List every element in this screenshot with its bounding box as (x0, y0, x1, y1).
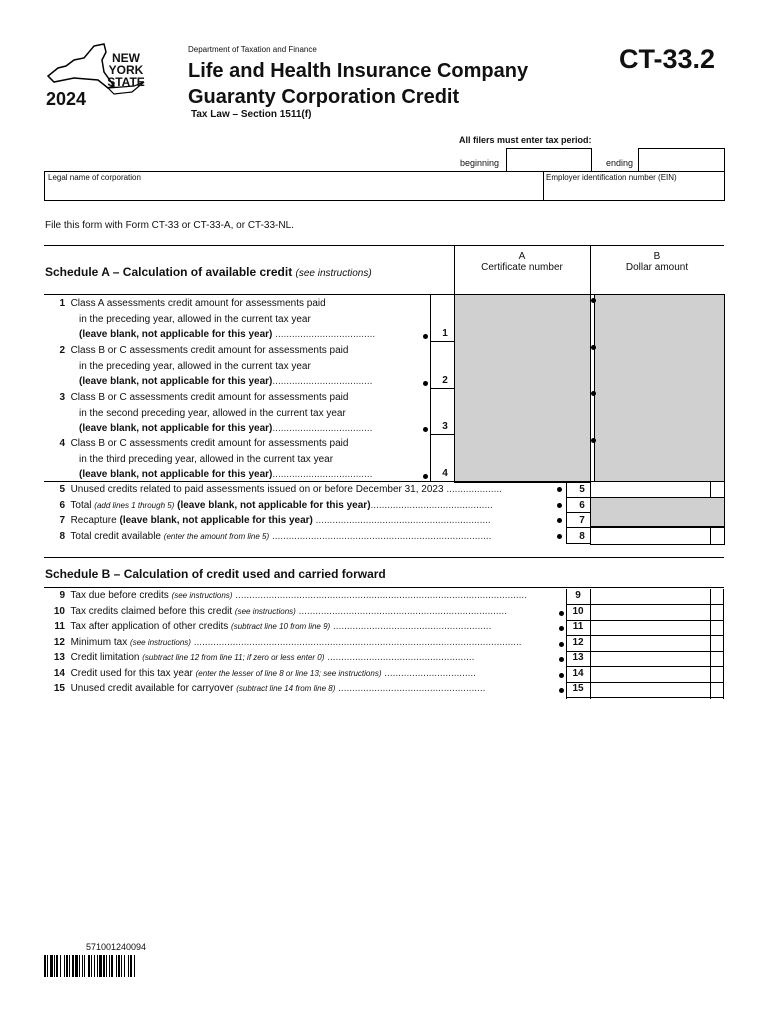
schedule-b-right-edge (723, 589, 724, 699)
barcode (44, 955, 194, 977)
line-4: 4 Class B or C assessments credit amount for assessments paid in the third preceding year, allowed in the current tax year (leave blank, not applicable for this year).................................... (59, 438, 373, 480)
barcode-bar (111, 955, 113, 977)
line-6: 6 Total (add lines 1 through 5) (leave blank, not applicable for this year)............................................ (59, 500, 493, 511)
schedule-b-num-col-right (590, 589, 591, 699)
barcode-bar (103, 955, 105, 977)
barcode-bar (84, 955, 85, 977)
form-number: CT-33.2 (619, 44, 716, 74)
barcode-bar (56, 955, 58, 977)
schedule-b-cents-col (710, 589, 711, 699)
line-13-marker (559, 657, 564, 662)
line-14-marker (559, 673, 564, 678)
line-11: 11 Tax after application of other credits (subtract line 10 from line 9) ......................................................... (54, 621, 492, 632)
line-8-bottom-rule (566, 543, 590, 544)
line-8-marker (557, 534, 562, 539)
barcode-bar (75, 955, 78, 977)
barcode-number: 571001240094 (86, 942, 147, 952)
line-7: 7 Recapture (leave blank, not applicable for this year) ............................................................... (59, 515, 491, 526)
schedule-b-header-rule (44, 587, 724, 588)
line-10-marker (559, 611, 564, 616)
line-3-number: 3 (442, 421, 448, 432)
barcode-bar (72, 955, 74, 977)
period-ending-field[interactable] (638, 148, 725, 172)
line-15-marker (559, 688, 564, 693)
col-b-letter: B (653, 251, 661, 262)
line-5-marker (557, 487, 562, 492)
schedule-b-num-col-left (566, 589, 567, 699)
line-2-rule (430, 388, 454, 389)
barcode-bar (134, 955, 135, 977)
period-beginning-label: beginning (460, 158, 500, 168)
line-13: 13 Credit limitation (subtract line 12 from line 11; if zero or less enter 0) ..................................................... (53, 652, 475, 663)
barcode-bar (66, 955, 68, 977)
barcode-bar (121, 955, 122, 977)
tax-period-label: All filers must enter tax period: (459, 135, 592, 145)
line-14-number: 14 (572, 667, 584, 679)
barcode-bar (50, 955, 53, 977)
line-14: 14 Credit used for this tax year (enter the lesser of line 8 or line 13; see instructions) ................................. (53, 667, 476, 679)
line-12: 12 Minimum tax (see instructions) ...................................................................................................................... (53, 636, 522, 648)
barcode-bar (60, 955, 61, 977)
tax-law-reference: Tax Law – Section 1511(f) (191, 109, 312, 120)
line-9-number: 9 (575, 590, 581, 601)
line-6-number: 6 (579, 500, 585, 511)
barcode-bar (79, 955, 80, 977)
barcode-bar (130, 955, 132, 977)
col-b-marker-3 (591, 391, 596, 396)
line-11-marker (559, 626, 564, 631)
barcode-bar (99, 955, 102, 977)
line-6-marker (557, 503, 562, 508)
line-4-marker (423, 474, 428, 479)
line-10-amount-field[interactable] (591, 605, 710, 621)
line-11-amount-field[interactable] (591, 620, 710, 636)
col-a-lines-1-4-shaded (454, 294, 591, 483)
line-2-marker (423, 381, 428, 386)
col-a-label: Certificate number (481, 262, 563, 273)
barcode-bar (44, 955, 46, 977)
line-4-number: 4 (442, 468, 448, 479)
line-5-number: 5 (579, 484, 585, 495)
line-6-shaded (590, 497, 725, 527)
form-year: 2024 (46, 89, 87, 109)
line-6-7-rule (566, 512, 590, 513)
schedule-a-top-rule (44, 245, 724, 246)
line-2: 2 Class B or C assessments credit amount for assessments paid in the preceding year, allowed in the current tax year (leave blank, not applicable for this year).................................... (59, 345, 373, 387)
line-12-marker (559, 642, 564, 647)
file-with-instruction: File this form with Form CT-33 or CT-33-A, or CT-33-NL. (45, 220, 294, 231)
barcode-bar (69, 955, 70, 977)
line-9: 9 Tax due before credits (see instructions) ......................................................................................................... (59, 590, 527, 601)
line-14-amount-field[interactable] (591, 667, 710, 683)
barcode-bar (64, 955, 65, 977)
col-a-letter: A (518, 251, 526, 262)
line-7-marker (557, 518, 562, 523)
line-8-cents (710, 527, 725, 545)
line-12-number: 12 (572, 636, 584, 648)
col-b-marker-2 (591, 345, 596, 350)
barcode-bar (97, 955, 98, 977)
legal-name-label: Legal name of corporation (48, 173, 141, 182)
barcode-bar (82, 955, 83, 977)
line-5-cents (710, 481, 725, 498)
line-5: 5 Unused credits related to paid assessments issued on or before December 31, 2023 .................... (59, 484, 502, 495)
line-13-number: 13 (572, 652, 584, 663)
line-13-amount-field[interactable] (591, 651, 710, 667)
col-b-lines-1-4-shaded (594, 294, 725, 483)
line-1-marker (423, 334, 428, 339)
barcode-bar (118, 955, 120, 977)
barcode-bar (91, 955, 92, 977)
period-ending-label: ending (606, 158, 634, 168)
department-name: Department of Taxation and Finance (188, 45, 317, 54)
line-10-number: 10 (572, 605, 584, 617)
line-5-6-rule (566, 497, 590, 498)
schedule-b-title: Schedule B – Calculation of credit used and carried forward (45, 567, 386, 581)
schedule-a-title: Schedule A – Calculation of available credit (see instructions) (45, 265, 372, 279)
line-3-marker (423, 427, 428, 432)
line-15: 15 Unused credit available for carryover (subtract line 14 from line 8) ..................................................... (53, 683, 486, 694)
line-7-8-rule (566, 527, 590, 528)
barcode-bar (128, 955, 129, 977)
schedule-b-top-rule (44, 557, 724, 558)
barcode-bar (94, 955, 95, 977)
period-beginning-field[interactable] (506, 148, 592, 172)
barcode-bar (47, 955, 48, 977)
col-b-label: Dollar amount (625, 262, 689, 273)
line-8: 8 Total credit available (enter the amount from line 5) ............................................................................... (59, 531, 492, 542)
line-7-number: 7 (579, 515, 585, 526)
line-9-amount-field[interactable] (591, 589, 710, 605)
col-b-marker-1 (591, 298, 596, 303)
line-5-amount-field[interactable] (590, 481, 712, 498)
ein-label: Employer identification number (EIN) (546, 173, 677, 182)
line-1-number: 1 (442, 328, 448, 339)
line-15-number: 15 (572, 683, 584, 694)
col-b-marker-4 (591, 438, 596, 443)
line-12-amount-field[interactable] (591, 636, 710, 652)
barcode-bar (109, 955, 110, 977)
line-2-number: 2 (442, 375, 448, 386)
line-10: 10 Tax credits claimed before this credit (see instructions) ........................................................................... (53, 605, 507, 617)
line-3-rule (430, 434, 454, 435)
logo-state-name: NEW YORK STATE (107, 51, 145, 89)
line-1-rule (430, 341, 454, 342)
line-8-amount-field[interactable] (590, 527, 712, 545)
line-3: 3 Class B or C assessments credit amount for assessments paid in the second preceding year, allowed in the current tax year (leave blank, not applicable for this year).................................... (59, 392, 373, 434)
barcode-bar (106, 955, 107, 977)
barcode-bar (54, 955, 55, 977)
form-title: Life and Health Insurance Company Guaranty Corporation Credit (188, 60, 529, 108)
line-8-number: 8 (579, 531, 585, 542)
line-15-amount-field[interactable] (591, 682, 710, 698)
barcode-bar (124, 955, 125, 977)
line-1: 1 Class A assessments credit amount for assessments paid in the preceding year, allowed in the current tax year (leave blank, not applicable for this year) .................................... (59, 298, 376, 340)
barcode-bar (116, 955, 117, 977)
barcode-bar (88, 955, 90, 977)
line-11-number: 11 (572, 621, 584, 632)
